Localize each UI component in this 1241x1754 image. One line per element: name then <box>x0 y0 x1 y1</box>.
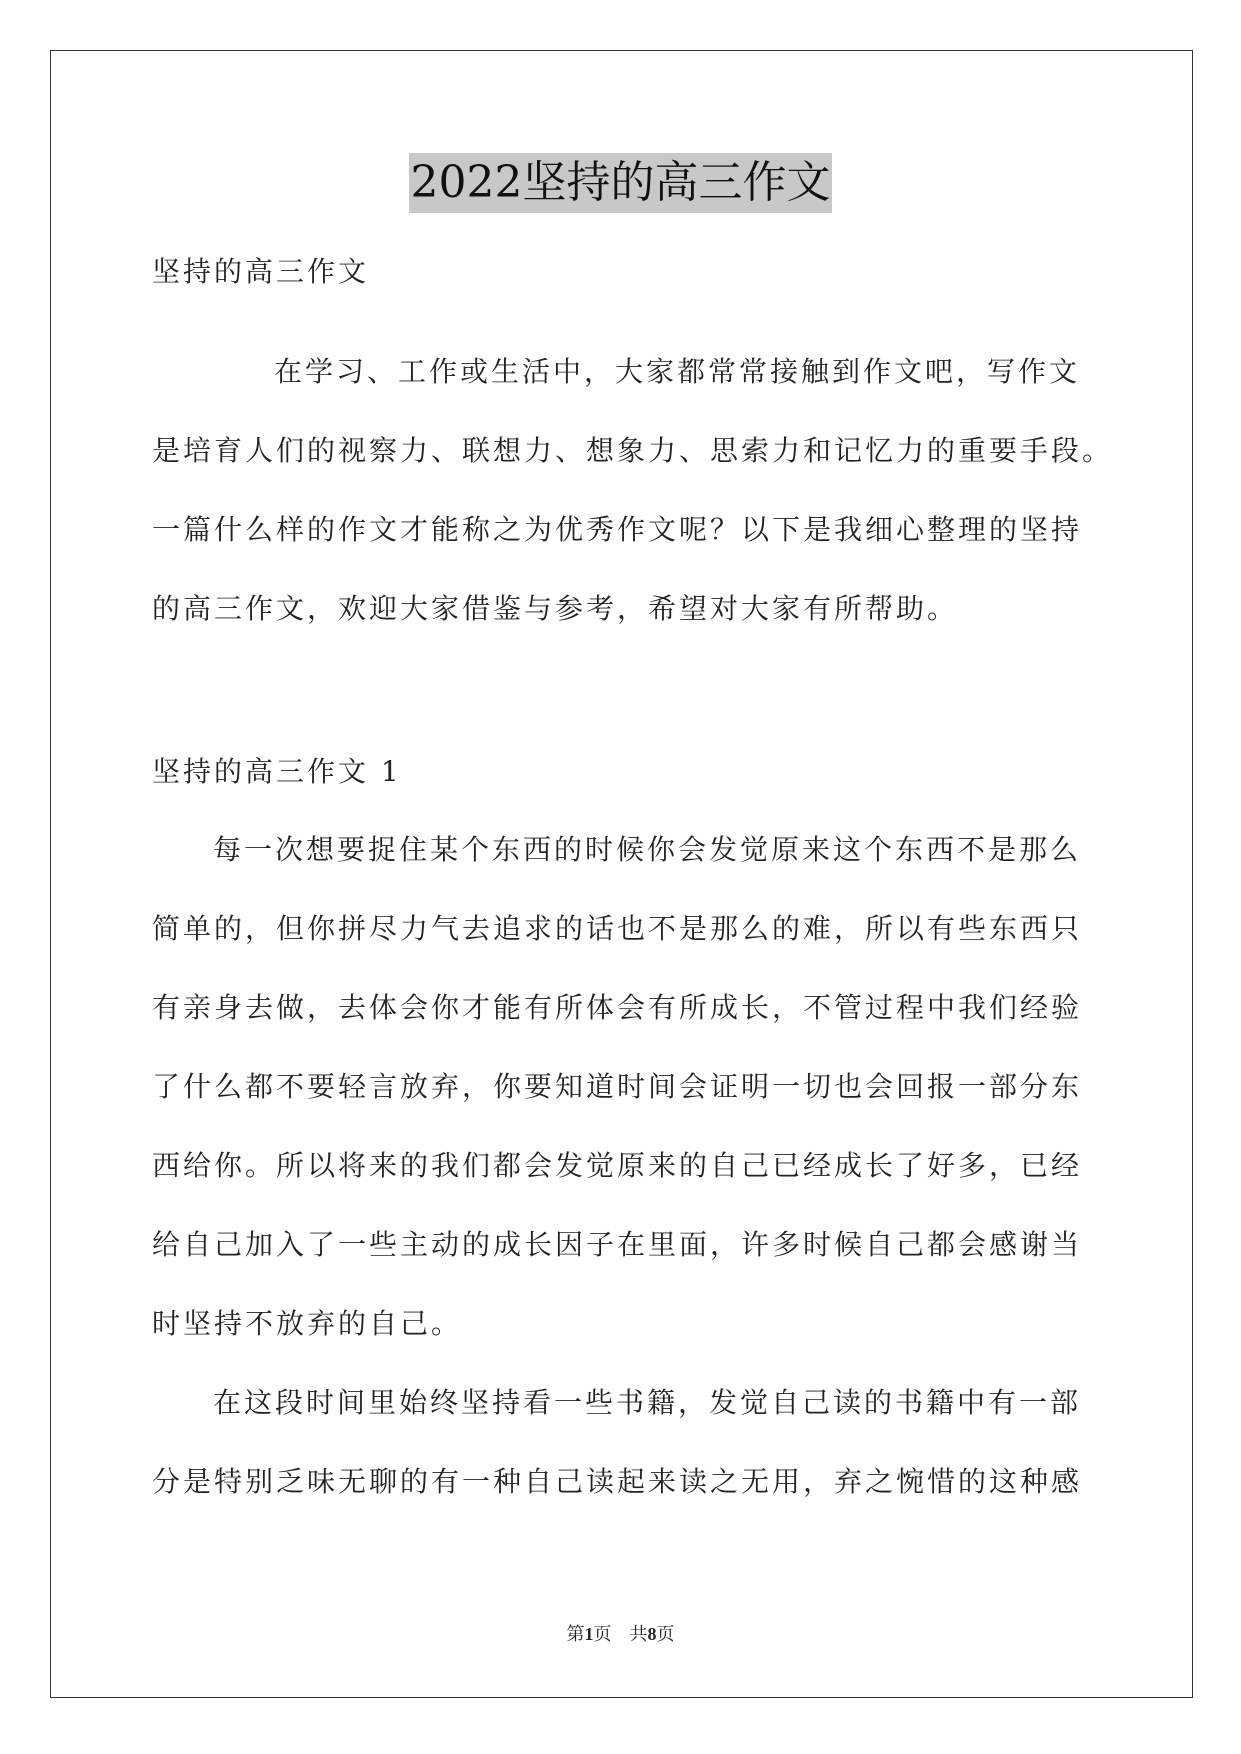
section-heading <box>152 752 1092 792</box>
body-paragraph-2 <box>152 1383 1092 1502</box>
intro-paragraph <box>152 352 1114 629</box>
paragraph-line: 有亲身去做，去体会你才能有所体会有所成长，不管过程中我们经验 <box>152 991 1083 1024</box>
paragraph-line: 西给你。所以将来的我们都会发觉原来的自己已经成长了好多，已经 <box>152 1149 1083 1182</box>
body-paragraph-1 <box>152 830 1092 1344</box>
intro-line: 是培育人们的视察力、联想力、想象力、思索力和记忆力的重要手段。 <box>152 434 1114 467</box>
footer-prefix: 第 <box>566 1624 585 1644</box>
footer-page-unit: 页 <box>593 1624 612 1644</box>
footer-total-pages: 8 <box>647 1624 657 1644</box>
footer-total-prefix: 共 <box>629 1624 648 1644</box>
title-container <box>0 153 1241 213</box>
paragraph-line: 了什么都不要轻言放弃，你要知道时间会证明一切也会回报一部分东 <box>152 1070 1083 1103</box>
footer-current-page: 1 <box>584 1624 594 1644</box>
paragraph-line: 每一次想要捉住某个东西的时候你会发觉原来这个东西不是那么 <box>213 833 1082 866</box>
paragraph-line: 分是特别乏味无聊的有一种自己读起来读之无用，弃之惋惜的这种感 <box>152 1465 1083 1498</box>
document-title: 2022坚持的高三作文 <box>409 153 833 213</box>
intro-line: 在学习、工作或生活中，大家都常常接触到作文吧，写作文 <box>274 355 1081 388</box>
intro-line: 一篇什么样的作文才能称之为优秀作文呢？以下是我细心整理的坚持 <box>152 513 1083 546</box>
page-footer <box>0 1620 1241 1646</box>
footer-total-unit: 页 <box>656 1624 675 1644</box>
paragraph-line: 在这段时间里始终坚持看一些书籍，发觉自己读的书籍中有一部 <box>213 1386 1082 1419</box>
paragraph-line: 给自己加入了一些主动的成长因子在里面，许多时候自己都会感谢当 <box>152 1228 1083 1261</box>
document-subtitle <box>152 252 1092 292</box>
paragraph-line: 简单的，但你拼尽力气去追求的话也不是那么的难，所以有些东西只 <box>152 912 1083 945</box>
paragraph-line: 时坚持不放弃的自己。 <box>152 1307 463 1340</box>
intro-line: 的高三作文，欢迎大家借鉴与参考，希望对大家有所帮助。 <box>152 592 959 625</box>
subtitle-text: 坚持的高三作文 <box>152 255 370 288</box>
section-heading-text: 坚持的高三作文 1 <box>152 755 402 788</box>
